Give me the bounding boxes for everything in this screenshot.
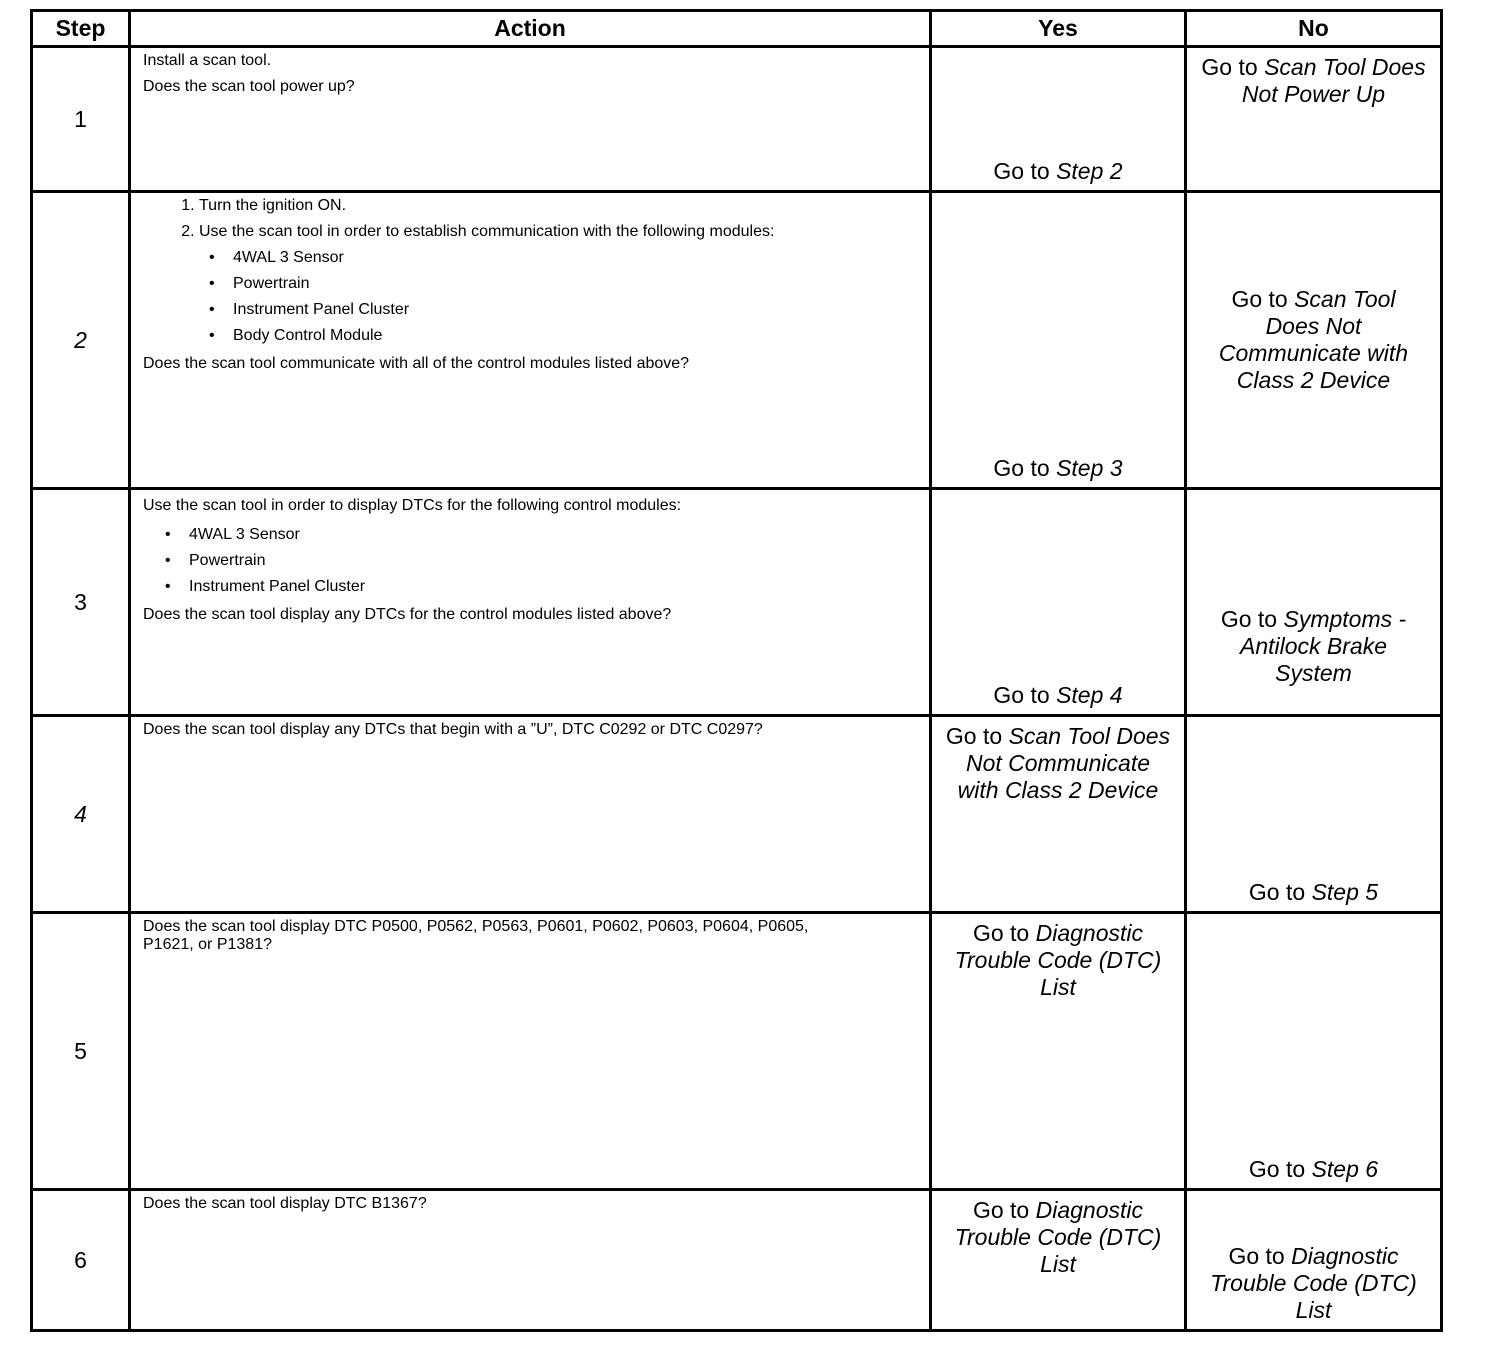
header-row	[32, 11, 1442, 47]
no-cell	[1186, 716, 1442, 913]
action-question: Does the scan tool display any DTCs for the control modules listed above?	[143, 606, 672, 623]
action-cell	[130, 1190, 931, 1331]
bullet-list	[199, 249, 917, 345]
yes-cell	[931, 47, 1186, 192]
step-number: 2	[32, 192, 130, 489]
no-cell	[1186, 489, 1442, 716]
no-cell	[1186, 47, 1442, 192]
action-cell	[130, 47, 931, 192]
no-link[interactable]: Step 6	[1311, 1155, 1379, 1182]
no-outcome: Go to Step 6	[1248, 1155, 1379, 1182]
yes-cell	[931, 716, 1186, 913]
action-cell	[130, 489, 931, 716]
step-number: 5	[32, 913, 130, 1190]
header-step: Step	[32, 11, 130, 47]
no-link[interactable]: Scan Tool Does Not Communicate with Class 2 Device	[1218, 286, 1409, 393]
no-link[interactable]: Scan Tool Does Not Power Up	[1241, 53, 1426, 107]
table-row-step-4	[32, 716, 1442, 913]
yes-link[interactable]: Step 3	[1056, 454, 1123, 481]
header-no: No	[1186, 11, 1442, 47]
no-outcome: Go to Symptoms - Antilock Brake System	[1220, 605, 1407, 686]
no-outcome: Go to Diagnostic Trouble Code (DTC) List	[1210, 1242, 1417, 1323]
no-link[interactable]: Diagnostic Trouble Code (DTC) List	[1210, 1242, 1417, 1323]
list-item: • Body Control Module	[233, 327, 917, 345]
table-row-step-6	[32, 1190, 1442, 1331]
list-item: 1. Turn the ignition ON.	[199, 197, 917, 215]
no-outcome: Go to Step 5	[1248, 878, 1379, 905]
yes-outcome: Go to Step 2	[993, 157, 1123, 184]
no-outcome: Go to Scan Tool Does Not Power Up	[1201, 53, 1426, 107]
action-question: Does the scan tool communicate with all of the control modules listed above?	[143, 355, 690, 372]
yes-link[interactable]: Diagnostic Trouble Code (DTC) List	[954, 1196, 1162, 1277]
action-text: Install a scan tool.	[143, 52, 272, 69]
header-yes: Yes	[931, 11, 1186, 47]
step-number: 3	[32, 489, 130, 716]
table-row-step-3	[32, 489, 1442, 716]
list-item: 2. Use the scan tool in order to establish communication with the following modules: • 4WAL 3 Sensor • Powertrain • Instrument Panel Cluster • Body Control Module	[199, 223, 917, 345]
no-cell	[1186, 913, 1442, 1190]
yes-outcome: Go to Step 3	[993, 454, 1123, 481]
diagnostic-table	[30, 9, 1443, 1332]
action-text: Use the scan tool in order to display DTCs for the following control modules:	[143, 497, 682, 514]
action-question: Does the scan tool power up?	[143, 78, 355, 95]
table-row-step-5	[32, 913, 1442, 1190]
step-number: 6	[32, 1190, 130, 1331]
no-link[interactable]: Symptoms - Antilock Brake System	[1239, 605, 1407, 686]
list-item: • 4WAL 3 Sensor	[233, 249, 917, 267]
list-item: • 4WAL 3 Sensor	[189, 526, 917, 544]
yes-link[interactable]: Scan Tool Does Not Communicate with Class 2 Device	[957, 722, 1171, 803]
action-question: Does the scan tool display any DTCs that begin with a ”U”, DTC C0292 or DTC C0297?	[143, 721, 763, 738]
list-item: • Powertrain	[189, 552, 917, 570]
table-row-step-2	[32, 192, 1442, 489]
yes-cell	[931, 192, 1186, 489]
no-outcome: Go to Scan Tool Does Not Communicate with Class 2 Device	[1218, 286, 1409, 393]
yes-cell	[931, 1190, 1186, 1331]
action-question: Does the scan tool display DTC B1367?	[143, 1195, 427, 1212]
no-cell	[1186, 192, 1442, 489]
list-item: • Instrument Panel Cluster	[189, 578, 917, 596]
action-cell	[130, 716, 931, 913]
yes-link[interactable]: Step 4	[1056, 681, 1123, 708]
yes-link[interactable]: Step 2	[1056, 157, 1123, 184]
action-cell	[130, 913, 931, 1190]
action-cell	[130, 192, 931, 489]
yes-link[interactable]: Diagnostic Trouble Code (DTC) List	[954, 919, 1162, 1000]
yes-cell	[931, 913, 1186, 1190]
table-row-step-1	[32, 47, 1442, 192]
action-question: Does the scan tool display DTC P0500, P0562, P0563, P0601, P0602, P0603, P0604, P0605, P1621, or P1381?	[143, 918, 809, 953]
bullet-list	[143, 526, 917, 596]
step-number: 1	[32, 47, 130, 192]
header-action: Action	[130, 11, 931, 47]
numbered-list	[143, 197, 917, 345]
yes-outcome: Go to Diagnostic Trouble Code (DTC) List	[954, 919, 1162, 1000]
yes-cell	[931, 489, 1186, 716]
yes-outcome: Go to Scan Tool Does Not Communicate with Class 2 Device	[945, 722, 1171, 803]
no-link[interactable]: Step 5	[1311, 878, 1379, 905]
yes-outcome: Go to Step 4	[993, 681, 1123, 708]
yes-outcome: Go to Diagnostic Trouble Code (DTC) List	[954, 1196, 1162, 1277]
no-cell	[1186, 1190, 1442, 1331]
list-item: • Instrument Panel Cluster	[233, 301, 917, 319]
list-item: • Powertrain	[233, 275, 917, 293]
step-number: 4	[32, 716, 130, 913]
